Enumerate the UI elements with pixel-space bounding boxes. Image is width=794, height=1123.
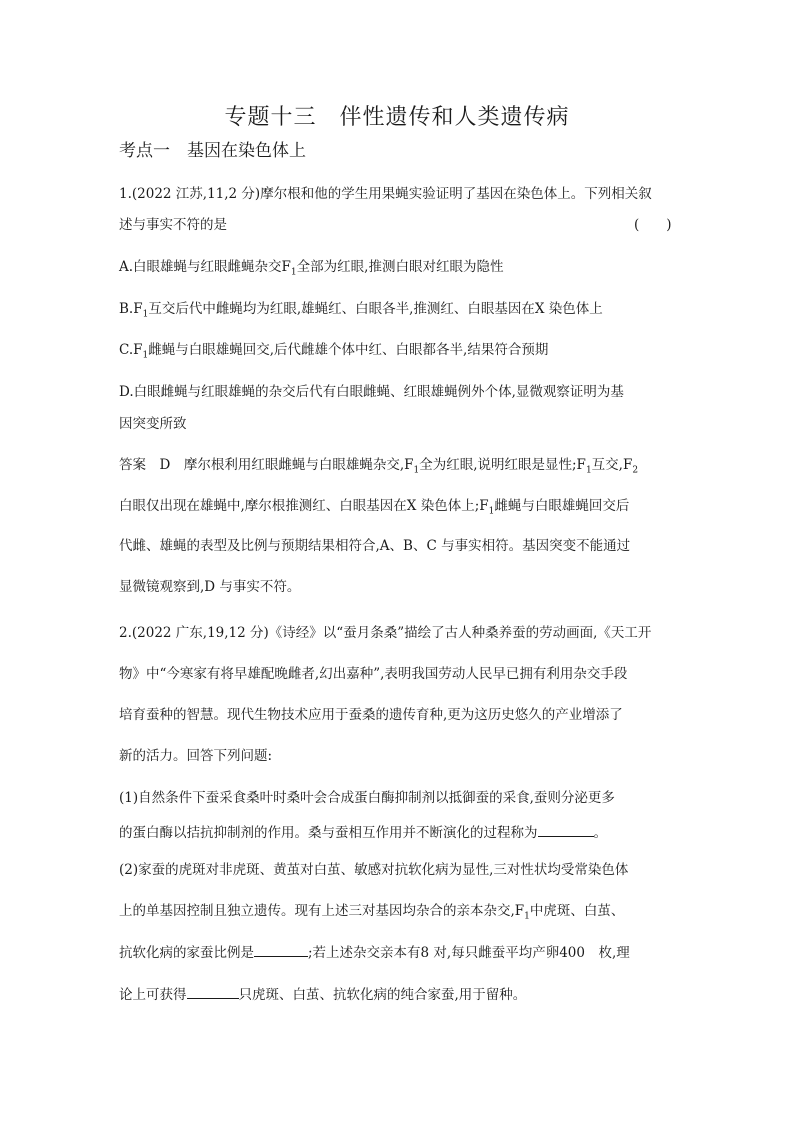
option-a-text-pre: A.白眼雄蝇与红眼雌蝇杂交F [119,259,291,275]
option-c-sub: 1 [142,350,149,361]
q1-answer-line2 [119,497,629,521]
part2-l3-b: ;若上述杂交亲本有8 对,每只雌蚕平均产卵400 枚,理 [308,945,630,961]
part2-l2-a: 上的单基因控制且独立遗传。现有上述三对基因均杂合的亲本杂交,F [119,903,525,919]
q1-answer-line1 [119,456,638,480]
answer-l2-b: 雌蝇与白眼雄蝇回交后 [494,498,630,514]
part2-l2-sub: 1 [524,911,530,922]
section-heading: 考点一 基因在染色体上 [119,141,306,161]
part1-l2-end: 。 [593,825,607,841]
q1-option-a [119,258,503,282]
part1-l2-text: 的蛋白酶以拮抗抑制剂的作用。桑与蚕相互作用并不断演化的过程称为 [119,825,538,841]
q2-stem-line2: 物》中“今寒家有将早雄配晚雌者,幻出嘉种”,表明我国劳动人民早已拥有利用杂交手段 [119,666,628,682]
q1-stem-line1: 1.(2022 江苏,11,2 分)摩尔根和他的学生用果蝇实验证明了基因在染色体上。下列相关叙 [119,186,652,202]
q2-part2-line3 [119,944,630,962]
option-b-text-post: 互交后代中雌蝇均为红眼,雄蝇红、白眼各半,推测红、白眼基因在X 染色体上 [148,301,603,317]
part2-l4-a: 论上可获得 [119,987,187,1003]
q1-option-c [119,341,548,365]
option-c-text-post: 雌蝇与白眼雄蝇回交,后代雌雄个体中红、白眼都各半,结果符合预期 [148,342,549,358]
answer-blank-2[interactable] [254,944,308,957]
answer-blank-3[interactable] [187,986,239,999]
option-b-sub: 1 [142,309,149,320]
answer-l1-a: 答案 D 摩尔根利用红眼雌蝇与白眼雄蝇杂交,F [119,457,414,473]
q1-option-d-line2: 因突变所致 [119,416,187,432]
answer-l1-b: 全为红眼,说明红眼是显性;F [419,457,586,473]
q1-option-b [119,300,603,324]
answer-l1-c: 互交,F [591,457,633,473]
page-title: 专题十三 伴性遗传和人类遗传病 [224,105,570,130]
answer-l1-sub3: 2 [632,465,639,476]
q1-answer-line4: 显微镜观察到,D 与事实不符。 [119,579,301,595]
option-c-text-pre: C.F [119,342,143,358]
q2-part1-line2 [119,824,607,842]
q1-answer-line3: 代雌、雄蝇的表型及比例与预期结果相符合,A、B、C 与事实相符。基因突变不能通过 [119,538,631,554]
q2-stem-line3: 培育蚕种的智慧。现代生物技术应用于蚕桑的遗传育种,更为这历史悠久的产业增添了 [119,707,623,723]
part2-l2-b: 中虎斑、白茧、 [529,903,625,919]
part2-l3-a: 抗软化病的家蚕比例是 [119,945,254,961]
q2-stem-line4: 新的活力。回答下列问题: [119,748,273,764]
q1-answer-paren: ( ) [634,217,672,233]
option-b-text-pre: B.F [119,301,143,317]
answer-l1-sub2: 1 [585,465,592,476]
part2-l4-b: 只虎斑、白茧、抗软化病的纯合家蚕,用于留种。 [238,987,527,1003]
option-a-sub: 1 [290,267,297,278]
answer-l1-sub1: 1 [413,465,420,476]
q2-part2-line2 [119,902,624,926]
q2-part1-line1: (1)自然条件下蚕采食桑叶时桑叶会合成蛋白酶抑制剂以抵御蚕的采食,蚕则分泌更多 [119,790,615,806]
option-a-text-post: 全部为红眼,推测白眼对红眼为隐性 [296,259,504,275]
answer-l2-sub1: 1 [488,506,495,517]
q1-option-d-line1: D.白眼雌蝇与红眼雄蝇的杂交后代有白眼雌蝇、红眼雄蝇例外个体,显微观察证明为基 [119,384,624,400]
answer-blank-1[interactable] [538,824,594,837]
q1-stem-line2: 述与事实不符的是 [119,217,227,233]
q2-stem-line1: 2.(2022 广东,19,12 分)《诗经》以“蚕月条桑”描绘了古人种桑养蚕的劳动画面,《天工开 [119,625,652,641]
q2-part2-line1: (2)家蚕的虎斑对非虎斑、黄茧对白茧、敏感对抗软化病为显性,三对性状均受常染色体 [119,862,629,878]
q2-part2-line4 [119,986,526,1004]
answer-l2-a: 白眼仅出现在雄蝇中,摩尔根推测红、白眼基因在X 染色体上;F [119,498,489,514]
